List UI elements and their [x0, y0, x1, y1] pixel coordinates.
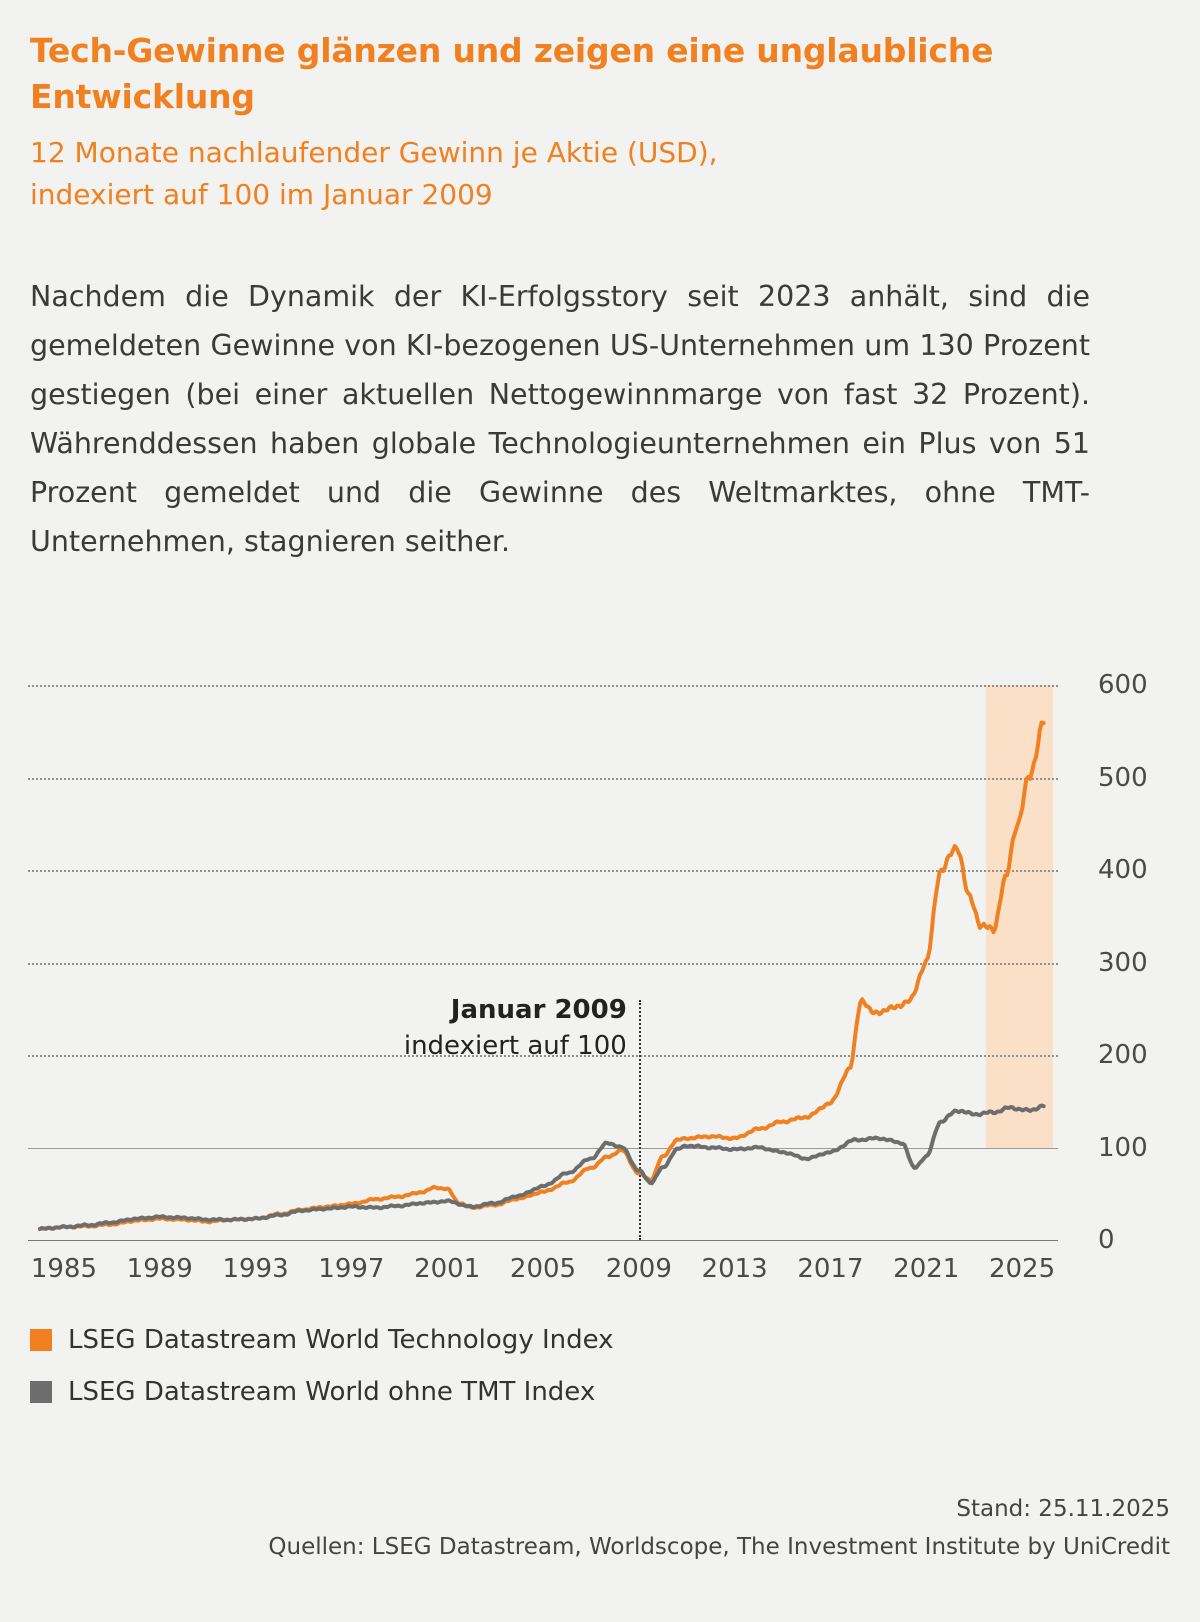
x-axis-line	[28, 1240, 1058, 1241]
y-axis-tick-label: 500	[1098, 762, 1148, 793]
chart-plot-area	[28, 670, 1148, 1284]
legend-label-world-ex-tmt: LSEG Datastream World ohne TMT Index	[68, 1377, 596, 1407]
x-axis-tick-label: 1989	[126, 1254, 193, 1284]
annotation-line-1: Januar 2009	[450, 994, 627, 1025]
x-axis-tick-label: 2021	[893, 1254, 960, 1284]
footer	[70, 1490, 1170, 1566]
subtitle-line-1: 12 Monate nachlaufender Gewinn je Aktie (USD),	[30, 136, 718, 169]
y-axis-tick-label: 400	[1098, 855, 1148, 885]
annotation-line-2: indexiert auf 100	[403, 1030, 627, 1061]
footer-sources: Quellen: LSEG Datastream, Worldscope, The Investment Institute by UniCredit	[268, 1534, 1170, 1560]
legend-item-world-ex-tmt	[30, 1377, 930, 1407]
x-axis-tick-label: 2017	[797, 1254, 864, 1284]
subtitle-line-2: indexiert auf 100 im Januar 2009	[30, 178, 493, 211]
x-axis-tick-label: 2013	[701, 1254, 768, 1284]
legend-item-technology	[30, 1325, 930, 1355]
footer-stand: Stand: 25.11.2025	[956, 1496, 1170, 1522]
x-axis-tick-label: 2001	[414, 1254, 481, 1284]
y-axis-tick-label: 0	[1098, 1225, 1115, 1255]
chart-legend	[30, 1325, 930, 1429]
y-axis-tick-label: 100	[1098, 1132, 1148, 1163]
y-axis-tick-label: 300	[1098, 947, 1148, 978]
series-line-world-ex-tmt	[40, 1106, 1044, 1229]
y-axis-tick-label: 200	[1098, 1040, 1148, 1070]
page-title: Tech-Gewinne glänzen und zeigen eine unglaubliche Entwicklung	[30, 31, 994, 116]
chart	[0, 660, 1200, 1300]
x-axis-tick-label: 1993	[222, 1254, 289, 1284]
chart-series-svg	[28, 685, 1058, 1240]
series-line-technology	[40, 723, 1044, 1229]
x-axis-tick-label: 2009	[605, 1254, 672, 1284]
x-axis-tick-label: 2025	[988, 1254, 1056, 1284]
y-axis-tick-label: 600	[1098, 670, 1148, 700]
x-axis-tick-label: 1997	[318, 1254, 385, 1284]
intro-paragraph: Nachdem die Dynamik der KI-Erfolgsstory seit 2023 anhält, sind die gemeldeten Gewinne von KI-bezogenen US-Unternehmen um 130 Prozent gestiegen (bei einer aktuellen Nettogewinnmarge von fast 32 Prozent). Währenddessen haben globale Technologieunternehmen ein Plus von 51 Prozent gemeldet und die Gewinne des Weltmarktes, ohne TMT-Unternehmen, stagnieren seither.	[30, 280, 1090, 558]
legend-swatch-world-ex-tmt	[30, 1381, 52, 1403]
page-subtitle	[30, 132, 1030, 216]
x-axis-tick-label: 1985	[30, 1254, 98, 1284]
legend-label-technology: LSEG Datastream World Technology Index	[68, 1325, 614, 1355]
x-axis-tick-label: 2005	[509, 1254, 577, 1284]
legend-swatch-technology	[30, 1329, 52, 1351]
